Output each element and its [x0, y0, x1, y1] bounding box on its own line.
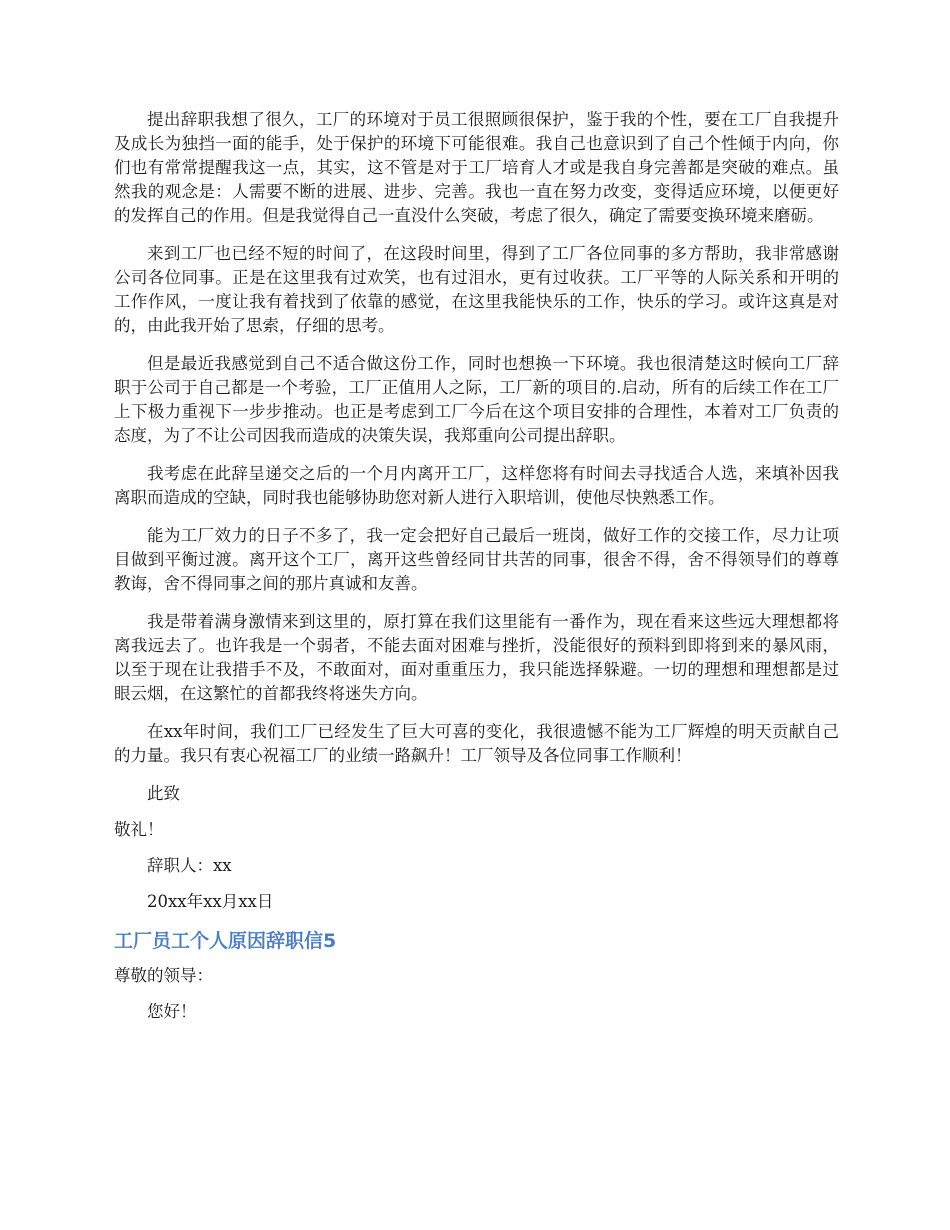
salutation-line: 尊敬的领导：	[114, 966, 213, 985]
signer-line: 辞职人：xx	[147, 856, 232, 875]
date-line: 20xx年xx月xx日	[147, 892, 274, 911]
body-paragraph-7: 在xx年时间，我们工厂已经发生了巨大可喜的变化，我很遗憾不能为工厂辉煌的明天贡献自己的力量。我只有衷心祝福工厂的业绩一路飙升！工厂领导及各位同事工作顺利！	[114, 722, 839, 765]
body-paragraph-5: 能为工厂效力的日子不多了，我一定会把好自己最后一班岗，做好工作的交接工作，尽力让项目做到平衡过渡。离开这个工厂，离开这些曾经同甘共苦的同事，很舍不得，舍不得领导们的尊尊教诲，舍不得同事之间的那片真诚和友善。	[114, 526, 839, 593]
body-paragraph-3: 但是最近我感觉到自己不适合做这份工作，同时也想换一下环境。我也很清楚这时候向工厂辞职于公司于自己都是一个考验，工厂正值用人之际，工厂新的项目的.启动，所有的后续工作在工厂上下极力重视下一步步推动。也正是考虑到工厂今后在这个项目安排的合理性，本着对工厂负责的态度，为了不让公司因我而造成的决策失误，我郑重向公司提出辞职。	[114, 354, 839, 445]
closing-regards: 此致	[147, 784, 180, 803]
document-page	[114, 108, 839, 1036]
body-paragraph-6: 我是带着满身激情来到这里的，原打算在我们这里能有一番作为，现在看来这些远大理想都将离我远去了。也许我是一个弱者，不能去面对困难与挫折，没能很好的预料到即将到来的暴风雨，以至于现在让我措手不及，不敢面对，面对重重压力，我只能选择躲避。一切的理想和理想都是过眼云烟，在这繁忙的首都我终将迷失方向。	[114, 612, 839, 703]
body-paragraph-2: 来到工厂也已经不短的时间了，在这段时间里，得到了工厂各位同事的多方帮助，我非常感谢公司各位同事。正是在这里我有过欢笑，也有过泪水，更有过收获。工厂平等的人际关系和开明的工作作风，一度让我有着找到了依靠的感觉，在这里我能快乐的工作，快乐的学习。或许这真是对的，由此我开始了思索，仔细的思考。	[114, 244, 839, 335]
section-heading: 工厂员工个人原因辞职信5	[114, 930, 337, 952]
greeting-line: 您好！	[147, 1002, 197, 1021]
body-paragraph-4: 我考虑在此辞呈递交之后的一个月内离开工厂，这样您将有时间去寻找适合人选，来填补因我离职而造成的空缺，同时我也能够协助您对新人进行入职培训，使他尽快熟悉工作。	[114, 464, 839, 507]
body-paragraph-1: 提出辞职我想了很久，工厂的环境对于员工很照顾很保护，鉴于我的个性，要在工厂自我提升及成长为独挡一面的能手，处于保护的环境下可能很难。我自己也意识到了自己个性倾于内向，你们也有常常提醒我这一点，其实，这不管是对于工厂培育人才或是我自身完善都是突破的难点。虽然我的观念是：人需要不断的进展、进步、完善。我也一直在努力改变，变得适应环境，以便更好的发挥自己的作用。但是我觉得自己一直没什么突破，考虑了很久，确定了需要变换环境来磨砺。	[114, 110, 839, 225]
closing-salute: 敬礼！	[114, 820, 164, 839]
